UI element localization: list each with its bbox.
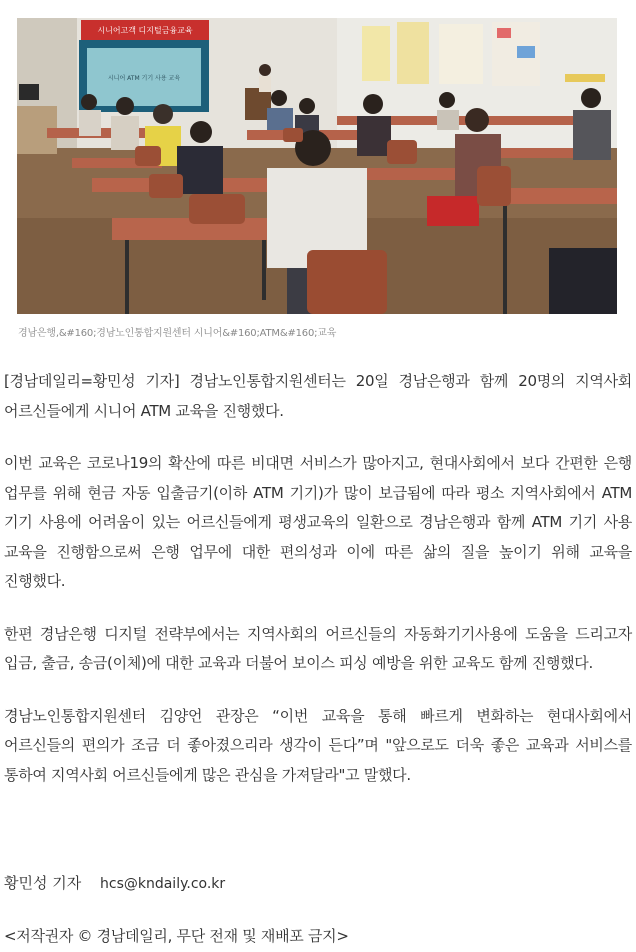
byline xyxy=(4,872,225,893)
article-paragraph: 경남노인통합지원센터 김양언 관장은 “이번 교육을 통해 빠르게 변화하는 현대사회에서 어르신들의 편의가 조금 더 좋아졌으리라 생각이 든다”며 "앞으로도 더욱 좋은 교육과 서비스를 통하여 지역사회 어르신들에게 많은 관심을 가져달라"고 말했다. xyxy=(4,706,632,784)
photo-screen-text: 시니어 ATM 기기 사용 교육 xyxy=(107,75,181,82)
copyright-notice: <저작권자 © 경남데일리, 무단 전재 및 재배포 금지> xyxy=(4,927,349,945)
article-photo xyxy=(17,18,617,314)
article-paragraph: [경남데일리=황민성 기자] 경남노인통합지원센터는 20일 경남은행과 함께 20명의 지역사회 어르신들에게 시니어 ATM 교육을 진행했다. xyxy=(4,372,632,420)
article-paragraph: 한편 경남은행 디지털 전략부에서는 지역사회의 어르신들의 자동화기기사용에 도움을 드리고자 입금, 출금, 송금(이체)에 대한 교육과 더불어 보이스 피싱 예방을 위한 교육도 함께 진행했다. xyxy=(4,624,632,672)
author-name: 황민성 기자 xyxy=(4,874,82,892)
article-body xyxy=(4,367,632,813)
photo-caption: 경남은행,&#160;경남노인통합지원센터 시니어&#160;ATM&#160;교육 xyxy=(18,328,337,339)
author-email-link[interactable]: hcs@kndaily.co.kr xyxy=(100,876,226,892)
photo-banner-text: 시니어고객 디지털금융교육 xyxy=(97,26,193,35)
article-paragraph: 이번 교육은 코로나19의 확산에 따른 비대면 서비스가 많아지고, 현대사회에서 보다 간편한 은행 업무를 위해 현금 자동 입출금기(이하 ATM 기기)가 많이 보급됨에 따라 평소 지역사회에서 ATM 기기 사용에 어려움이 있는 어르신들에게 평생교육의 일환으로 경남은행과 함께 ATM 기기 사용 교육을 진행함으로써 은행 업무에 대한 편의성과 이에 따른 삶의 질을 높이기 위해 교육을 진행했다. xyxy=(4,454,632,590)
